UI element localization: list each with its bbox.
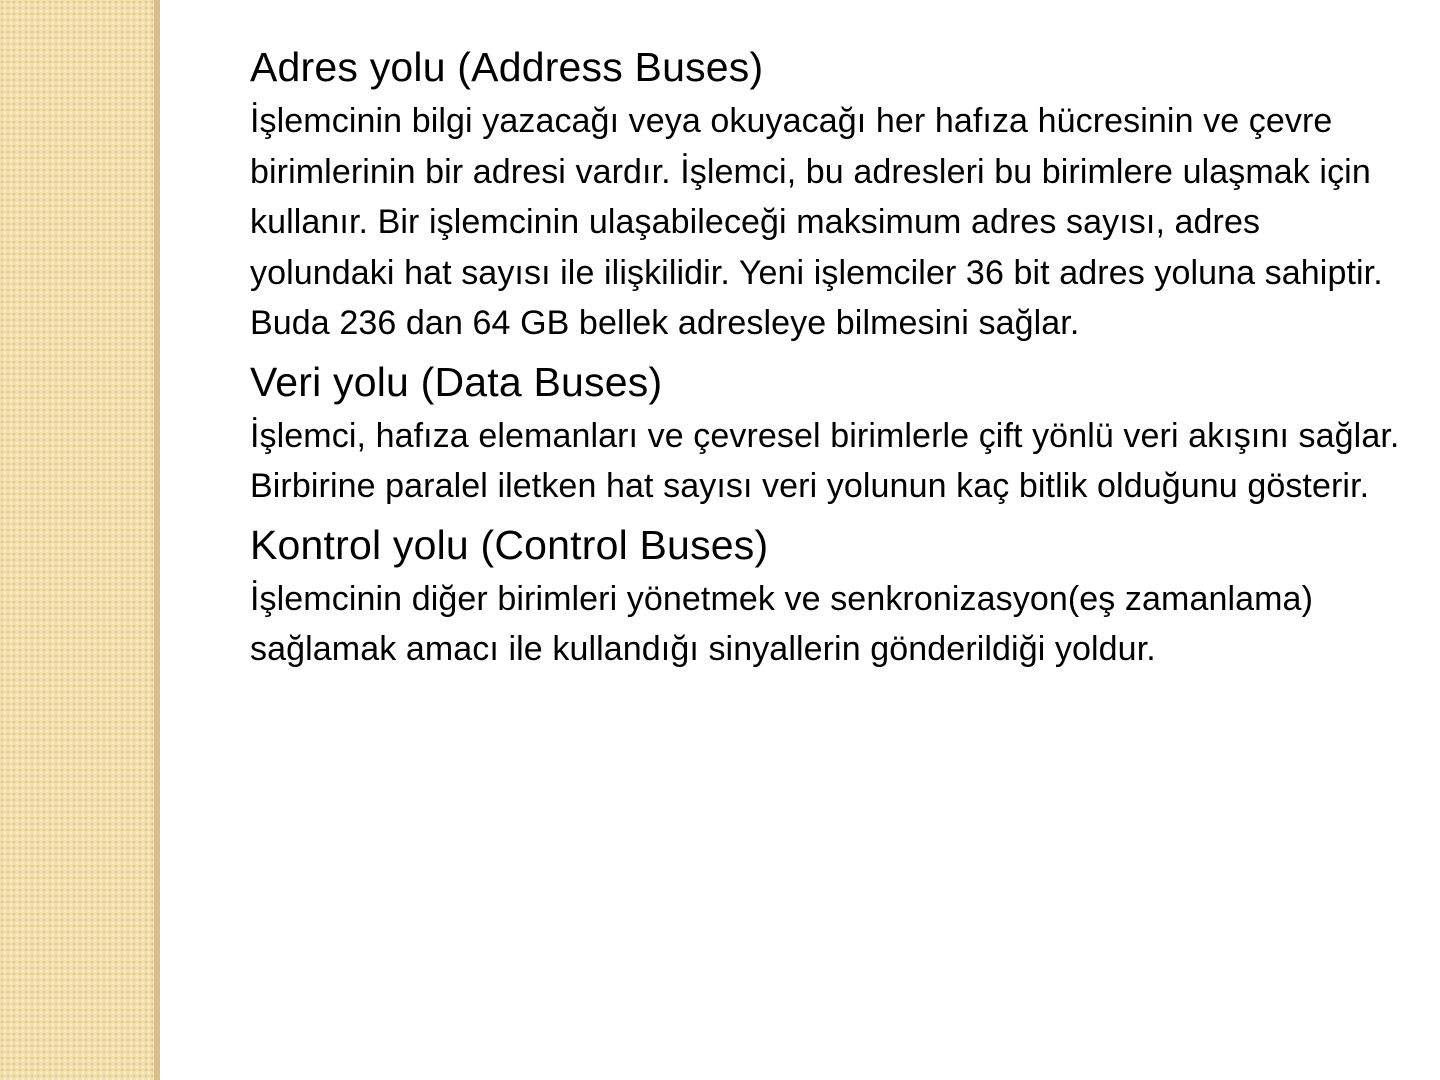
section-body-data-bus: İşlemci, hafıza elemanları ve çevresel birimlerle çift yönlü veri akışını sağlar. Birbirine paralel iletken hat sayısı veri yolunun kaç bitlik olduğunu gösterir. — [250, 416, 1400, 505]
section-data-bus — [250, 355, 1400, 512]
section-heading-control-bus: Kontrol yolu (Control Buses) — [250, 521, 769, 568]
slide-content — [250, 40, 1400, 681]
section-body-address-bus: İşlemcinin bilgi yazacağı veya okuyacağı her hafıza hücresinin ve çevre birimlerinin bir adresi vardır. İşlemci, bu adresleri bu birimlere ulaşmak için kullanır. Bir işlemcinin ulaşabileceği maksimum adres sayısı, adres yolundaki hat sayısı ile ilişkilidir. Yeni işlemciler 36 bit adres yoluna sahiptir. Buda 236 dan 64 GB bellek adresleye bilmesini sağlar. — [250, 102, 1383, 342]
section-body-control-bus: İşlemcinin diğer birimleri yönetmek ve senkronizasyon(eş zamanlama) sağlamak amacı ile kullandığı sinyallerin gönderildiği yoldur. — [250, 579, 1313, 668]
section-heading-address-bus: Adres yolu (Address Buses) — [250, 44, 764, 90]
side-band-edge — [154, 0, 160, 1080]
section-control-bus — [250, 518, 1400, 675]
decorative-side-band — [0, 0, 154, 1080]
section-address-bus — [250, 40, 1400, 349]
section-heading-data-bus: Veri yolu (Data Buses) — [250, 358, 663, 405]
